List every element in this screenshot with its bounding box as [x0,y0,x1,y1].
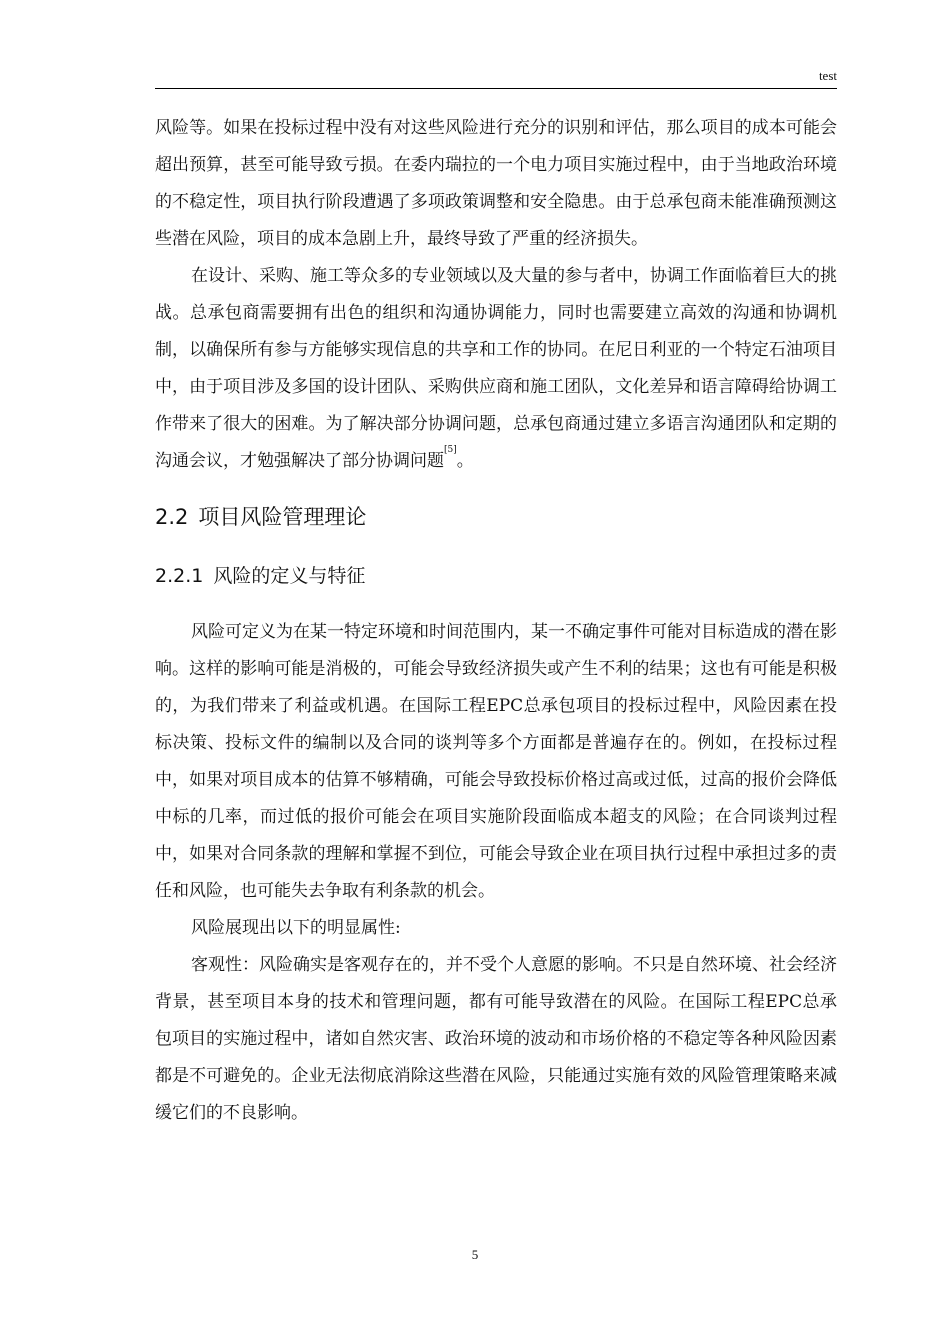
paragraph-objectivity: 客观性：风险确实是客观存在的，并不受个人意愿的影响。不只是自然环境、社会经济背景，甚至项目本身的技术和管理问题，都有可能导致潜在的风险。在国际工程EPC总承包项目的实施过程中，诸如自然灾害、政治环境的波动和市场价格的不稳定等各种风险因素都是不可避免的。企业无法彻底消除这些潜在风险，只能通过实施有效的风险管理策略来减缓它们的不良影响。 [155,955,837,1123]
paragraph-risk-attributes-intro: 风险展现出以下的明显属性: [191,918,401,938]
header-rule [155,88,837,89]
paragraph-end-mark: 。 [456,451,474,471]
paragraph-coordination [155,258,837,480]
section-number: 2.2 [155,505,189,529]
page-number: 5 [471,1247,479,1262]
citation-reference[interactable]: [5] [444,445,457,455]
page-body [155,110,837,1132]
running-header: test [818,68,837,83]
section-heading [155,480,837,560]
subsection-title: 风险的定义与特征 [213,565,366,587]
subsection-number: 2.2.1 [155,565,204,587]
subsection-heading [155,560,837,614]
paragraph-coordination-text: 在设计、采购、施工等众多的专业领域以及大量的参与者中，协调工作面临着巨大的挑战。总承包商需要拥有出色的组织和沟通协调能力，同时也需要建立高效的沟通和协调机制，以确保所有参与方能够实现信息的共享和工作的协同。在尼日利亚的一个特定石油项目中，由于项目涉及多国的设计团队、采购供应商和施工团队，文化差异和语言障碍给协调工作带来了很大的困难。为了解决部分协调问题，总承包商通过建立多语言沟通团队和定期的沟通会议，才勉强解决了部分协调问题 [155,266,837,471]
paragraph-continued: 风险等。如果在投标过程中没有对这些风险进行充分的识别和评估，那么项目的成本可能会超出预算，甚至可能导致亏损。在委内瑞拉的一个电力项目实施过程中，由于当地政治环境的不稳定性，项目执行阶段遭遇了多项政策调整和安全隐患。由于总承包商未能准确预测这些潜在风险，项目的成本急剧上升，最终导致了严重的经济损失。 [155,118,837,249]
section-title: 项目风险管理理论 [198,505,367,529]
paragraph-risk-definition: 风险可定义为在某一特定环境和时间范围内，某一不确定事件可能对目标造成的潜在影响。这样的影响可能是消极的，可能会导致经济损失或产生不利的结果；这也有可能是积极的，为我们带来了利益或机遇。在国际工程EPC总承包项目的投标过程中，风险因素在投标决策、投标文件的编制以及合同的谈判等多个方面都是普遍存在的。例如，在投标过程中，如果对项目成本的估算不够精确，可能会导致投标价格过高或过低，过高的报价会降低中标的几率，而过低的报价可能会在项目实施阶段面临成本超支的风险；在合同谈判过程中，如果对合同条款的理解和掌握不到位，可能会导致企业在项目执行过程中承担过多的责任和风险，也可能失去争取有利条款的机会。 [155,622,837,901]
